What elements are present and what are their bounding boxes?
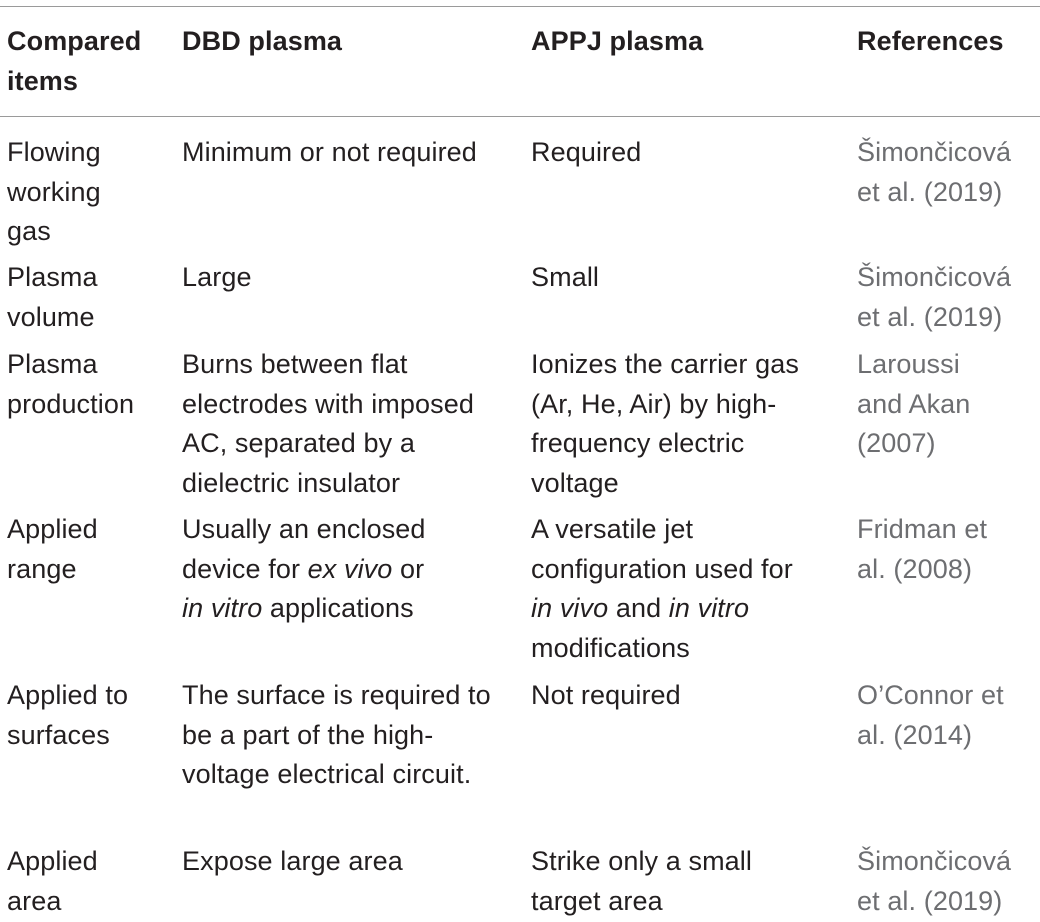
dbd-text-part: or (392, 553, 425, 584)
row-item-label: Plasma volume (7, 262, 98, 332)
appj-italic-in-vivo: in vivo (531, 593, 609, 623)
dbd-italic-in-vitro: in vitro (182, 593, 263, 623)
row-item-label: Applied area (7, 846, 98, 916)
row-reference-text: Fridman et al. (2008) (857, 514, 988, 584)
row-reference: Šimončicová et al. (2019) (857, 846, 1012, 916)
dbd-text-part: Usually an enclosed device for (182, 514, 426, 584)
header-dbd-plasma: DBD plasma (182, 26, 343, 56)
row-dbd-value: The surface is required to be a part of the high-voltage electrical circuit. (182, 680, 491, 789)
header-compared-items: Compared items (7, 26, 142, 96)
row-item-label: Flowing working gas (7, 137, 101, 246)
row-reference: Šimončicová et al. (2019) (857, 137, 1012, 207)
row-appj-value: Ionizes the carrier gas (Ar, He, Air) by high-frequency electric voltage (531, 349, 799, 498)
row-dbd-value: Minimum or not required (182, 137, 477, 167)
appj-text-part: and (608, 593, 669, 623)
dbd-italic-ex-vivo: ex vivo (307, 553, 393, 584)
row-appj-value (531, 510, 821, 668)
dbd-text-part: applications (262, 593, 414, 623)
row-reference: O’Connor et al. (2014) (857, 680, 1004, 750)
row-reference: Laroussi and Akan (2007) (857, 349, 971, 458)
row-reference (857, 510, 1017, 589)
table-top-rule (0, 6, 1040, 7)
appj-text-part: modifications (531, 632, 690, 663)
table-header-rule (0, 116, 1040, 117)
appj-italic-in-vitro: in vitro (668, 593, 750, 623)
row-dbd-value: Burns between flat electrodes with imposed AC, separated by a dielectric insulator (182, 349, 474, 498)
row-appj-value: Small (531, 262, 600, 292)
row-dbd-value: Large (182, 262, 252, 292)
row-item-label: Applied to surfaces (7, 680, 129, 750)
row-item-label: Applied range (7, 514, 98, 584)
row-dbd-value: Expose large area (182, 846, 403, 876)
row-item-label: Plasma production (7, 349, 135, 419)
row-appj-value: Not required (531, 680, 681, 710)
row-appj-value: Required (531, 137, 642, 167)
row-reference: Šimončicová et al. (2019) (857, 262, 1012, 332)
row-dbd-value (182, 510, 442, 629)
header-references: References (857, 26, 1004, 56)
row-appj-value: Strike only a small target area (531, 846, 752, 916)
appj-text-part: A versatile jet configuration used for (531, 514, 793, 584)
header-appj-plasma: APPJ plasma (531, 26, 704, 56)
